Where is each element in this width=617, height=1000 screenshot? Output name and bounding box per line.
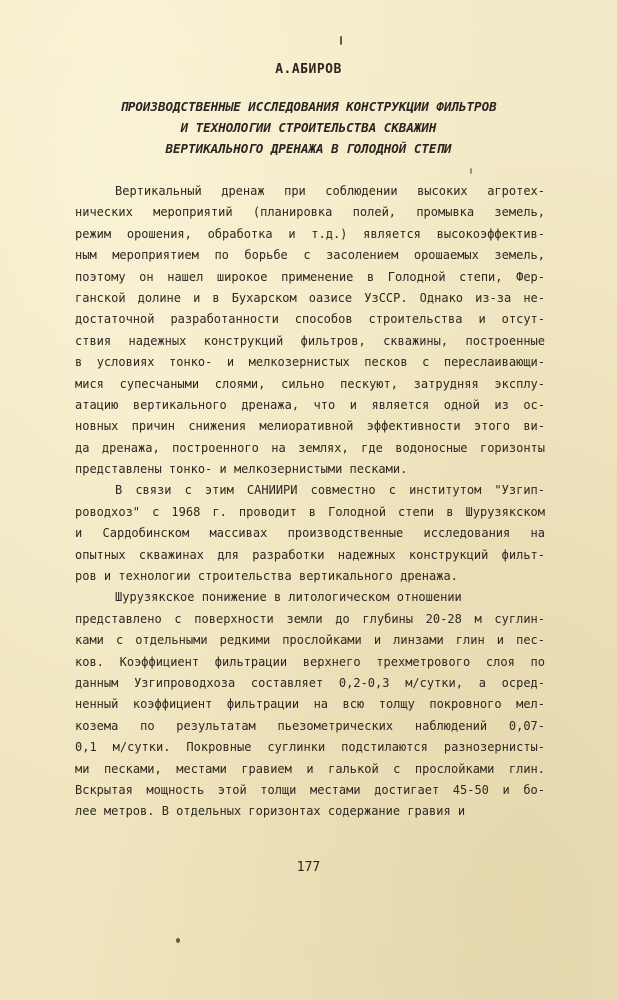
body-line: нических мероприятий (планировка полей, промывка земель, [75, 205, 545, 220]
title-line: ПРОИЗВОДСТВЕННЫЕ ИССЛЕДОВАНИЯ КОНСТРУКЦИИ ФИЛЬТРОВ [120, 99, 497, 114]
body-line: да дренажа, построенного на землях, где водоносные горизонты [75, 440, 545, 455]
body-line: лее метров. В отдельных горизонтах содержание гравия и [75, 804, 466, 819]
body-line: Вертикальный дренаж при соблюдении высоких агротех- [115, 184, 545, 198]
body-line: режим орошения, обработка и т.д.) является высокоэффектив- [75, 226, 545, 241]
body-line: новных причин снижения мелиоративной эффективности этого ви- [75, 419, 545, 434]
body-line: представлены тонко- и мелкозернистыми песками. [75, 462, 408, 477]
body-line: козема по результатам пьезометрических наблюдений 0,07- [75, 718, 545, 733]
body-line: ков. Коэффициент фильтрации верхнего трехметрового слоя по [75, 654, 545, 669]
body-line: в условиях тонко- и мелкозернистых песков с переслаивающи- [75, 355, 545, 370]
body-line: Вскрытая мощность этой толщи местами достигает 45-50 и бо- [75, 782, 545, 797]
body-line: опытных скважинах для разработки надежных конструкций фильт- [75, 547, 545, 562]
author-name: А.АБИРОВ [275, 62, 342, 77]
body-line: данным Узгипроводхоза составляет 0,2-0,3 м/сутки, а осред- [75, 675, 545, 690]
body-line: ганской долине и в Бухарском оазисе УзССР. Однако из-за не- [75, 290, 545, 305]
paper-speck [176, 938, 180, 943]
body-line: поэтому он нашел широкое применение в Голодной степи, Фер- [75, 269, 545, 284]
body-line: представлено с поверхности земли до глубины 20-28 м суглин- [75, 611, 545, 626]
body-line: и Сардобинском массивах производственные исследования на [75, 526, 545, 541]
body-line: роводхоз" с 1968 г. проводит в Голодной степи в Шурузякском [75, 504, 545, 519]
body-line: ненный коэффициент фильтрации на всю толщу покровного мел- [75, 697, 545, 712]
page-number: 177 [296, 860, 321, 875]
article-title [40, 96, 577, 159]
title-line: ВЕРТИКАЛЬНОГО ДРЕНАЖА В ГОЛОДНОЙ СТЕПИ [165, 141, 452, 156]
title-line: И ТЕХНОЛОГИИ СТРОИТЕЛЬСТВА СКВАЖИН [180, 120, 437, 135]
body-line: ками с отдельными редкими прослойками и линзами глин и пес- [75, 633, 545, 648]
body-line: ным мероприятием по борьбе с засолением орошаемых земель, [75, 248, 545, 263]
body-line: 0,1 м/сутки. Покровные суглинки подстилаются разнозернисты- [75, 740, 545, 755]
body-line: ми песками, местами гравием и галькой с прослойками глин. [75, 761, 545, 776]
body-line: В связи с этим САНИИРИ совместно с институтом "Узгип- [115, 483, 545, 498]
paper-speck [470, 168, 472, 174]
body-line: атацию вертикального дренажа, что и является одной из ос- [75, 397, 545, 412]
body-line: ров и технологии строительства вертикального дренажа. [75, 569, 458, 584]
body-line: Шурузякское понижение в литологическом отношении [115, 590, 462, 605]
body-line: ствия надежных конструкций фильтров, скважины, построенные [75, 333, 545, 348]
body-line: мися супесчаными слоями, сильно пескуют, затрудняя эксплу- [75, 376, 545, 391]
article-body [75, 181, 545, 823]
body-line: достаточной разработанности способов строительства и отсут- [75, 312, 545, 327]
paper-speck [340, 36, 342, 45]
